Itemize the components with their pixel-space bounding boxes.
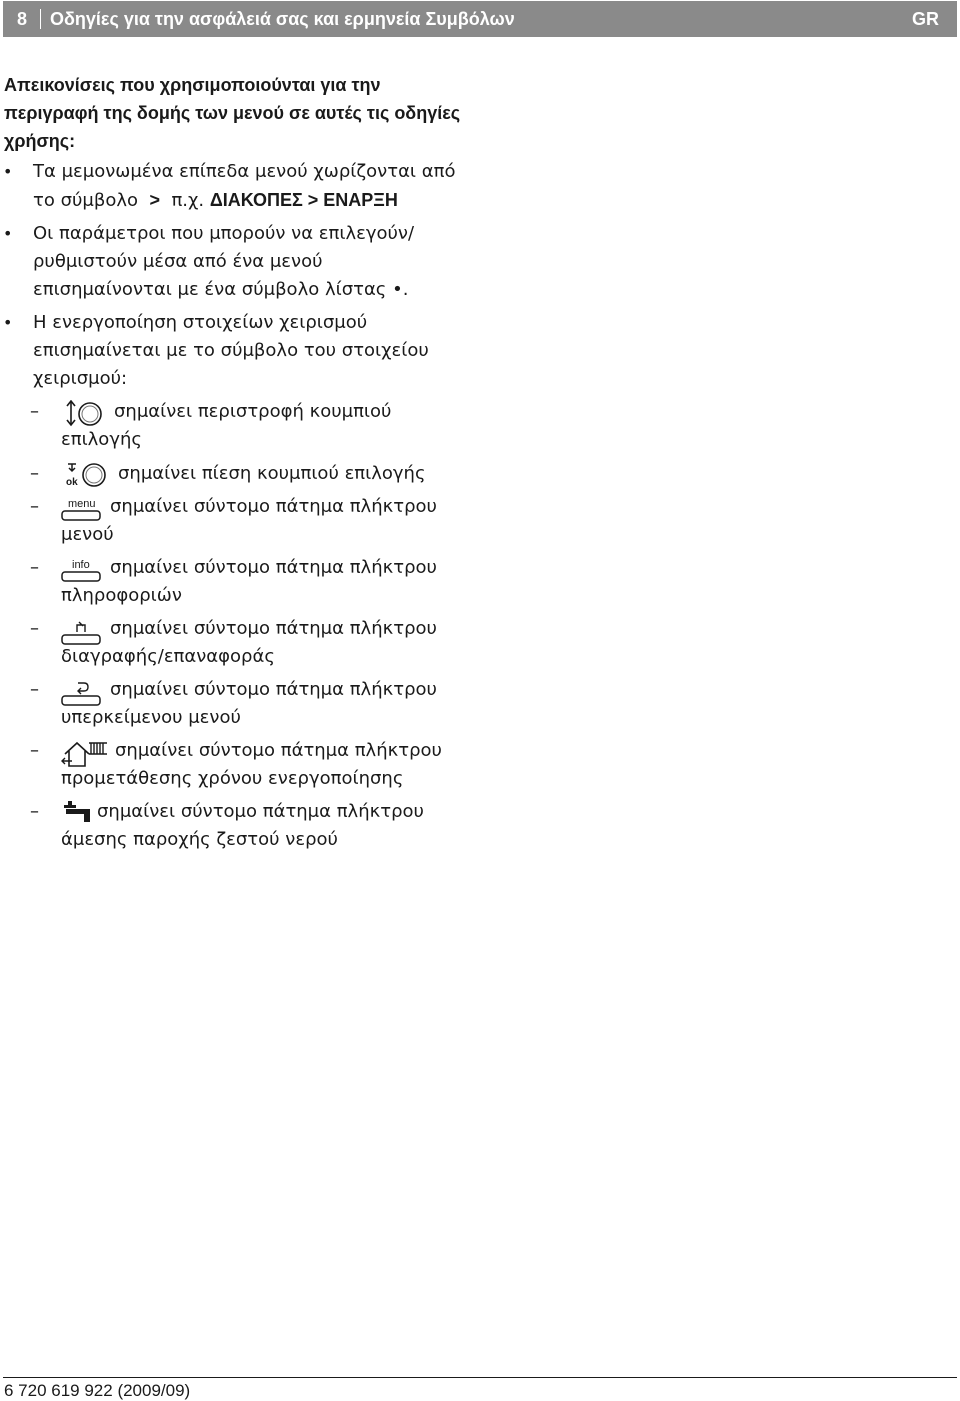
hot-water-tap-icon — [60, 799, 94, 827]
rotary-knob-icon — [64, 400, 104, 428]
bullet-3-line-1: Η ενεργοποίηση στοιχείων χειρισμού — [33, 312, 368, 333]
svg-text:ok: ok — [66, 477, 78, 488]
bullet-2-line-1: Οι παράμετροι που μπορούν να επιλεγούν/ — [33, 223, 415, 244]
control-2-text: σημαίνει πίεση κουμπιού επιλογής — [118, 463, 426, 484]
control-5-text: σημαίνει σύντομο πάτημα πλήκτρου — [110, 618, 437, 639]
control-8-text: σημαίνει σύντομο πάτημα πλήκτρου — [97, 801, 424, 822]
bullet-3-line-3: χειρισμού: — [33, 368, 128, 389]
bullet-dot: • — [3, 224, 13, 243]
dash-marker: – — [30, 496, 39, 517]
menu-arrow-symbol: > — [149, 190, 160, 210]
dash-marker: – — [30, 557, 39, 578]
dash-marker: – — [30, 679, 39, 700]
page-title: Οδηγίες για την ασφάλειά σας και ερμηνεία Συμβόλων — [50, 9, 515, 29]
push-knob-ok-icon — [64, 461, 108, 489]
dash-marker: – — [30, 618, 39, 639]
control-6-text: σημαίνει σύντομο πάτημα πλήκτρου — [110, 679, 437, 700]
control-3-text: σημαίνει σύντομο πάτημα πλήκτρου — [110, 496, 437, 517]
dash-marker: – — [30, 463, 39, 484]
info-key-label: info — [72, 559, 90, 571]
menu-key-icon — [60, 496, 104, 522]
delete-reset-key-icon — [60, 618, 104, 646]
control-7-text: σημαίνει σύντομο πάτημα πλήκτρου — [115, 740, 442, 761]
document-number: 6 720 619 922 (2009/09) — [4, 1381, 191, 1400]
symbol-intro: το σύμβολο — [33, 190, 139, 211]
language-code: GR — [912, 9, 939, 29]
control-3-cont: μενού — [61, 524, 114, 545]
info-key-icon — [60, 557, 104, 583]
control-8-cont: άμεσης παροχής ζεστού νερού — [61, 829, 338, 850]
bullet-2-line-3: επισημαίνονται με ένα σύμβολο λίστας •. — [33, 279, 409, 300]
bullet-dot: • — [3, 162, 13, 181]
section-heading: Απεικονίσεις που χρησιμοποιούνται για την περιγραφή της δομής των μενού σε αυτές τις οδηγίες χρήσης: — [4, 75, 461, 151]
menu-key-label: menu — [68, 498, 96, 510]
example-menu-path: ΔΙΑΚΟΠΕΣ > ΕΝΑΡΞΗ — [209, 190, 398, 210]
bullet-dot: • — [3, 313, 13, 332]
back-key-icon — [60, 679, 104, 707]
footer-rule — [3, 1377, 957, 1378]
dash-marker: – — [30, 740, 39, 761]
control-7-cont: προμετάθεσης χρόνου ενεργοποίησης — [61, 768, 404, 789]
page-header — [3, 1, 957, 37]
control-1-text: σημαίνει περιστροφή κουμπιού — [114, 401, 392, 422]
control-4-text: σημαίνει σύντομο πάτημα πλήκτρου — [110, 557, 437, 578]
dash-marker: – — [30, 801, 39, 822]
control-6-cont: υπερκείμενου μενού — [61, 707, 241, 728]
bullet-3-line-2: επισημαίνεται με το σύμβολο του στοιχείου — [33, 340, 429, 361]
control-5-cont: διαγραφής/επαναφοράς — [61, 646, 275, 667]
dash-marker: – — [30, 401, 39, 422]
bullet-1-line-2 — [33, 186, 398, 215]
control-4-cont: πληροφοριών — [61, 585, 182, 606]
bullet-2-line-2: ρυθμιστούν μέσα από ένα μενού — [33, 251, 323, 272]
page-number: 8 — [17, 9, 28, 29]
control-1-cont: επιλογής — [61, 429, 142, 450]
example-prefix: π.χ. — [171, 190, 205, 211]
header-separator — [40, 9, 41, 29]
bullet-1-line-1: Τα μεμονωμένα επίπεδα μενού χωρίζονται από — [33, 161, 456, 182]
